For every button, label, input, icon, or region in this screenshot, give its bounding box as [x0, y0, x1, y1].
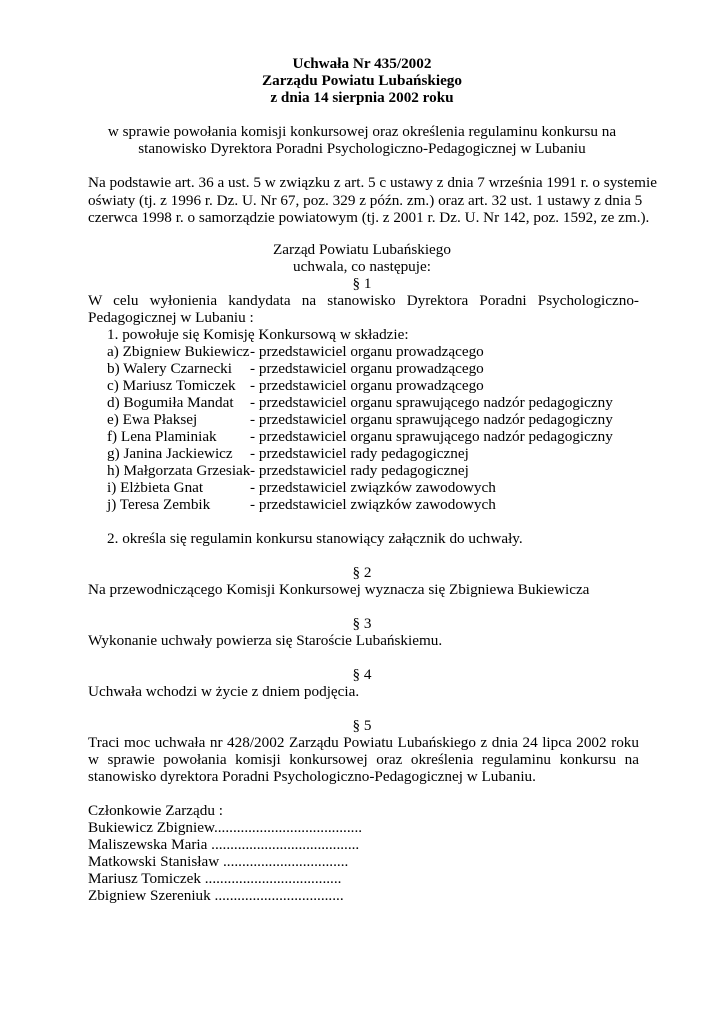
- member-role: - przedstawiciel rady pedagogicznej: [250, 462, 469, 479]
- member-role: - przedstawiciel organu sprawującego nadzór pedagogiczny: [250, 411, 613, 428]
- board-member-signature-line: Maliszewska Maria .......................................: [88, 836, 360, 853]
- member-role: - przedstawiciel organu prowadzącego: [250, 360, 484, 377]
- member-role: - przedstawiciel organu sprawującego nadzór pedagogiczny: [250, 394, 613, 411]
- member-role: - przedstawiciel organu prowadzącego: [250, 343, 484, 360]
- board-member-signature-line: Matkowski Stanisław .................................: [88, 853, 349, 870]
- section-5-line-3: stanowisko dyrektora Poradni Psychologiczno-Pedagogicznej w Lubaniu.: [88, 768, 536, 785]
- legal-basis-line-3: czerwca 1998 r. o samorządzie powiatowym (tj. z 2001 r. Dz. U. Nr 142, poz. 1592, ze zm.).: [88, 209, 650, 226]
- member-name: d) Bogumiła Mandat: [107, 394, 234, 411]
- member-name: h) Małgorzata Grzesiak: [107, 462, 251, 479]
- section-5-line-1: Traci moc uchwała nr 428/2002 Zarządu Powiatu Lubańskiego z dnia 24 lipca 2002 roku: [88, 734, 639, 751]
- section-5-line-2: w sprawie powołania komisji konkursowej oraz określenia regulaminu konkursu na: [88, 751, 639, 768]
- section-1-intro-line-2: Pedagogicznej w Lubaniu :: [88, 309, 254, 326]
- board-member-signature-line: Mariusz Tomiczek ....................................: [88, 870, 342, 887]
- resolves-phrase: uchwala, co następuje:: [293, 258, 431, 275]
- section-1-intro-line-1: W celu wyłonienia kandydata na stanowisko Dyrektora Poradni Psychologiczno-: [88, 292, 639, 309]
- section-4-text: Uchwała wchodzi w życie z dniem podjęcia.: [88, 683, 360, 700]
- section-3-text: Wykonanie uchwały powierza się Staroście Lubańskiemu.: [88, 632, 443, 649]
- legal-basis-line-2: oświaty (tj. z 1996 r. Dz. U. Nr 67, poz. 329 z późn. zm.) oraz art. 32 ust. 1 ustawy z dnia 5: [88, 192, 643, 209]
- member-name: i) Elżbieta Gnat: [107, 479, 204, 496]
- member-name: e) Ewa Płaksej: [107, 411, 198, 428]
- resolution-number: Uchwała Nr 435/2002: [292, 55, 432, 72]
- section-3-heading: § 3: [352, 615, 372, 632]
- member-role: - przedstawiciel związków zawodowych: [250, 496, 496, 513]
- board-heading: Członkowie Zarządu :: [88, 802, 223, 819]
- member-role: - przedstawiciel organu sprawującego nadzór pedagogiczny: [250, 428, 613, 445]
- section-1-point-1: 1. powołuje się Komisję Konkursową w składzie:: [107, 326, 409, 343]
- section-1-point-2: 2. określa się regulamin konkursu stanowiący załącznik do uchwały.: [107, 530, 523, 547]
- member-role: - przedstawiciel rady pedagogicznej: [250, 445, 469, 462]
- section-1-heading: § 1: [352, 275, 372, 292]
- member-name: c) Mariusz Tomiczek: [107, 377, 236, 394]
- member-name: b) Walery Czarnecki: [107, 360, 232, 377]
- member-role: - przedstawiciel organu prowadzącego: [250, 377, 484, 394]
- member-role: - przedstawiciel związków zawodowych: [250, 479, 496, 496]
- resolves-body: Zarząd Powiatu Lubańskiego: [273, 241, 451, 258]
- board-member-signature-line: Bukiewicz Zbigniew.......................................: [88, 819, 363, 836]
- member-name: j) Teresa Zembik: [107, 496, 211, 513]
- subject-line-2: stanowisko Dyrektora Poradni Psychologiczno-Pedagogicznej w Lubaniu: [138, 140, 586, 157]
- subject-line-1: w sprawie powołania komisji konkursowej oraz określenia regulaminu konkursu na: [107, 123, 617, 140]
- section-4-heading: § 4: [352, 666, 372, 683]
- section-2-heading: § 2: [352, 564, 372, 581]
- resolution-date: z dnia 14 sierpnia 2002 roku: [270, 89, 454, 106]
- member-name: g) Janina Jackiewicz: [107, 445, 233, 462]
- member-name: f) Lena Plaminiak: [107, 428, 217, 445]
- legal-basis-line-1: Na podstawie art. 36 a ust. 5 w związku z art. 5 c ustawy z dnia 7 września 1991 r. o systemie: [88, 174, 657, 191]
- issuing-body: Zarządu Powiatu Lubańskiego: [261, 72, 462, 89]
- board-member-signature-line: Zbigniew Szereniuk ..................................: [88, 887, 344, 904]
- section-5-heading: § 5: [352, 717, 372, 734]
- section-2-text: Na przewodniczącego Komisji Konkursowej wyznacza się Zbigniewa Bukiewicza: [88, 581, 590, 598]
- member-name: a) Zbigniew Bukiewicz: [107, 343, 250, 360]
